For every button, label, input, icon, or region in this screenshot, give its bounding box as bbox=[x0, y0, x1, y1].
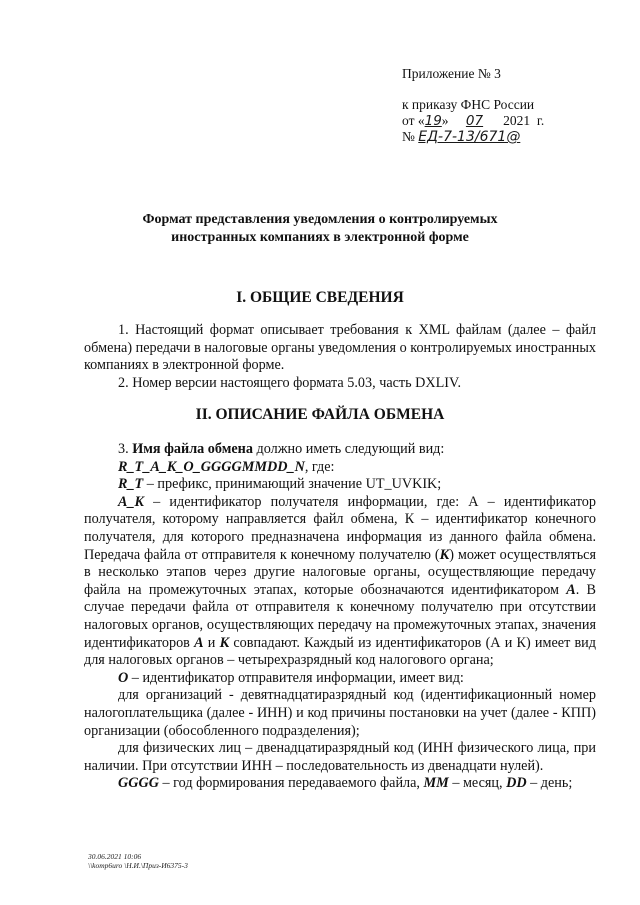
order-number bbox=[402, 129, 520, 145]
order-reference: к приказу ФНС России bbox=[402, 97, 535, 112]
mm-term: MM bbox=[423, 775, 449, 792]
ak-a-2: А bbox=[194, 634, 204, 651]
paragraph-1: 1. Настоящий формат описывает требования к XML файлам (далее – файл обмена) передачи в налоговые органы уведомления о контролируемых иностранных компаниях в электронной форме. bbox=[84, 322, 596, 374]
sender-definition bbox=[84, 670, 596, 688]
ak-k-1: К bbox=[439, 546, 450, 563]
date-suffix: г. bbox=[536, 113, 545, 128]
appendix-label: Приложение № 3 bbox=[402, 66, 501, 81]
g-term: GGGG bbox=[118, 775, 159, 792]
pattern-text: , где: bbox=[304, 458, 335, 475]
date-definition bbox=[84, 775, 596, 793]
paragraph-3 bbox=[84, 441, 596, 459]
organization-code: для организаций - девятнадцатиразрядный код (идентификационный номер налогоплательщика (далее - ИНН) и код причины постановки на учет (далее - КПП) организации (обособленного подразделения); bbox=[84, 687, 596, 739]
o-term: O bbox=[118, 669, 129, 686]
g-text-3: – день; bbox=[526, 775, 573, 792]
document-title bbox=[60, 211, 580, 247]
p3-text: должно иметь следующий вид: bbox=[252, 441, 445, 457]
dd-term: DD bbox=[506, 775, 527, 792]
section-1-body bbox=[84, 322, 596, 392]
ak-a-1: А bbox=[566, 581, 576, 598]
p3-term: Имя файла обмена bbox=[132, 441, 253, 457]
individual-code: для физических лиц – двенадцатиразрядный код (ИНН физического лица, при наличии. При отсутствии ИНН – последовательность из двенадцати нулей). bbox=[84, 740, 596, 774]
footer-stamp bbox=[88, 852, 188, 870]
title-line-1: Формат представления уведомления о контролируемых bbox=[142, 212, 498, 227]
g-text-1: – год формирования передаваемого файла, bbox=[158, 775, 424, 792]
section-1-heading: I. ОБЩИЕ СВЕДЕНИЯ bbox=[236, 289, 404, 306]
pattern-term: R_T_A_K_O_GGGGMMDD_N bbox=[118, 458, 305, 475]
ak-and: и bbox=[203, 634, 220, 651]
number-prefix: № bbox=[402, 129, 419, 144]
rt-text: – префикс, принимающий значение UT_UVKIK; bbox=[143, 476, 442, 493]
ak-text-2: ) может осуществляться в несколько этапов через другие налоговые органы, осуществляющие передачу файла на промежуточных этапах, которые обозначаются идентификатором bbox=[84, 546, 596, 598]
o-text: – идентификатор отправителя информации, имеет вид: bbox=[128, 669, 464, 686]
g-text-2: – месяц, bbox=[448, 775, 507, 792]
date-month: 07 bbox=[465, 113, 484, 129]
date-year: 2021 bbox=[503, 113, 531, 128]
date-day: 19 bbox=[424, 113, 442, 129]
order-date bbox=[402, 113, 544, 129]
date-mid: » bbox=[441, 113, 452, 128]
footer-path: \\komp6uro \Н.И.\Приз-И6375-3 bbox=[88, 861, 188, 870]
section-2-body bbox=[84, 441, 596, 793]
section-2-heading: II. ОПИСАНИЕ ФАЙЛА ОБМЕНА bbox=[195, 406, 445, 423]
ak-text-1: – идентификатор получателя информации, где: А – идентификатор получателя, которому направляется файл обмена, К – идентификатор конечного получателя, для которого предназначена информация из данного файла обмена. Передача файла от отправителя к конечному получателю ( bbox=[84, 493, 596, 563]
recipient-definition bbox=[84, 494, 596, 670]
file-name-pattern bbox=[84, 459, 596, 477]
footer-timestamp: 30.06.2021 10:06 bbox=[88, 852, 142, 861]
rt-term: R_T bbox=[118, 476, 144, 493]
paragraph-2: 2. Номер версии настоящего формата 5.03, часть DXLIV. bbox=[118, 374, 461, 391]
prefix-definition bbox=[84, 476, 596, 494]
ak-text-3: . В случае передачи файла от отправителя к конечному получателю при отсутствии налоговых органов, осуществляющих передачу на промежуточных этапах, значения идентификаторов bbox=[84, 581, 597, 651]
ak-k-2: К bbox=[219, 634, 230, 651]
ak-text-4: совпадают. Каждый из идентификаторов (А и К) имеет вид для налоговых органов – четырехразрядный код налогового органа; bbox=[84, 634, 596, 669]
title-line-2: иностранных компаниях в электронной форме bbox=[171, 230, 469, 245]
p3-number: 3. bbox=[118, 441, 133, 457]
ak-term: A_K bbox=[118, 493, 145, 510]
date-prefix: от « bbox=[402, 113, 425, 128]
number-value: ЕД-7-13/671@ bbox=[418, 129, 521, 145]
